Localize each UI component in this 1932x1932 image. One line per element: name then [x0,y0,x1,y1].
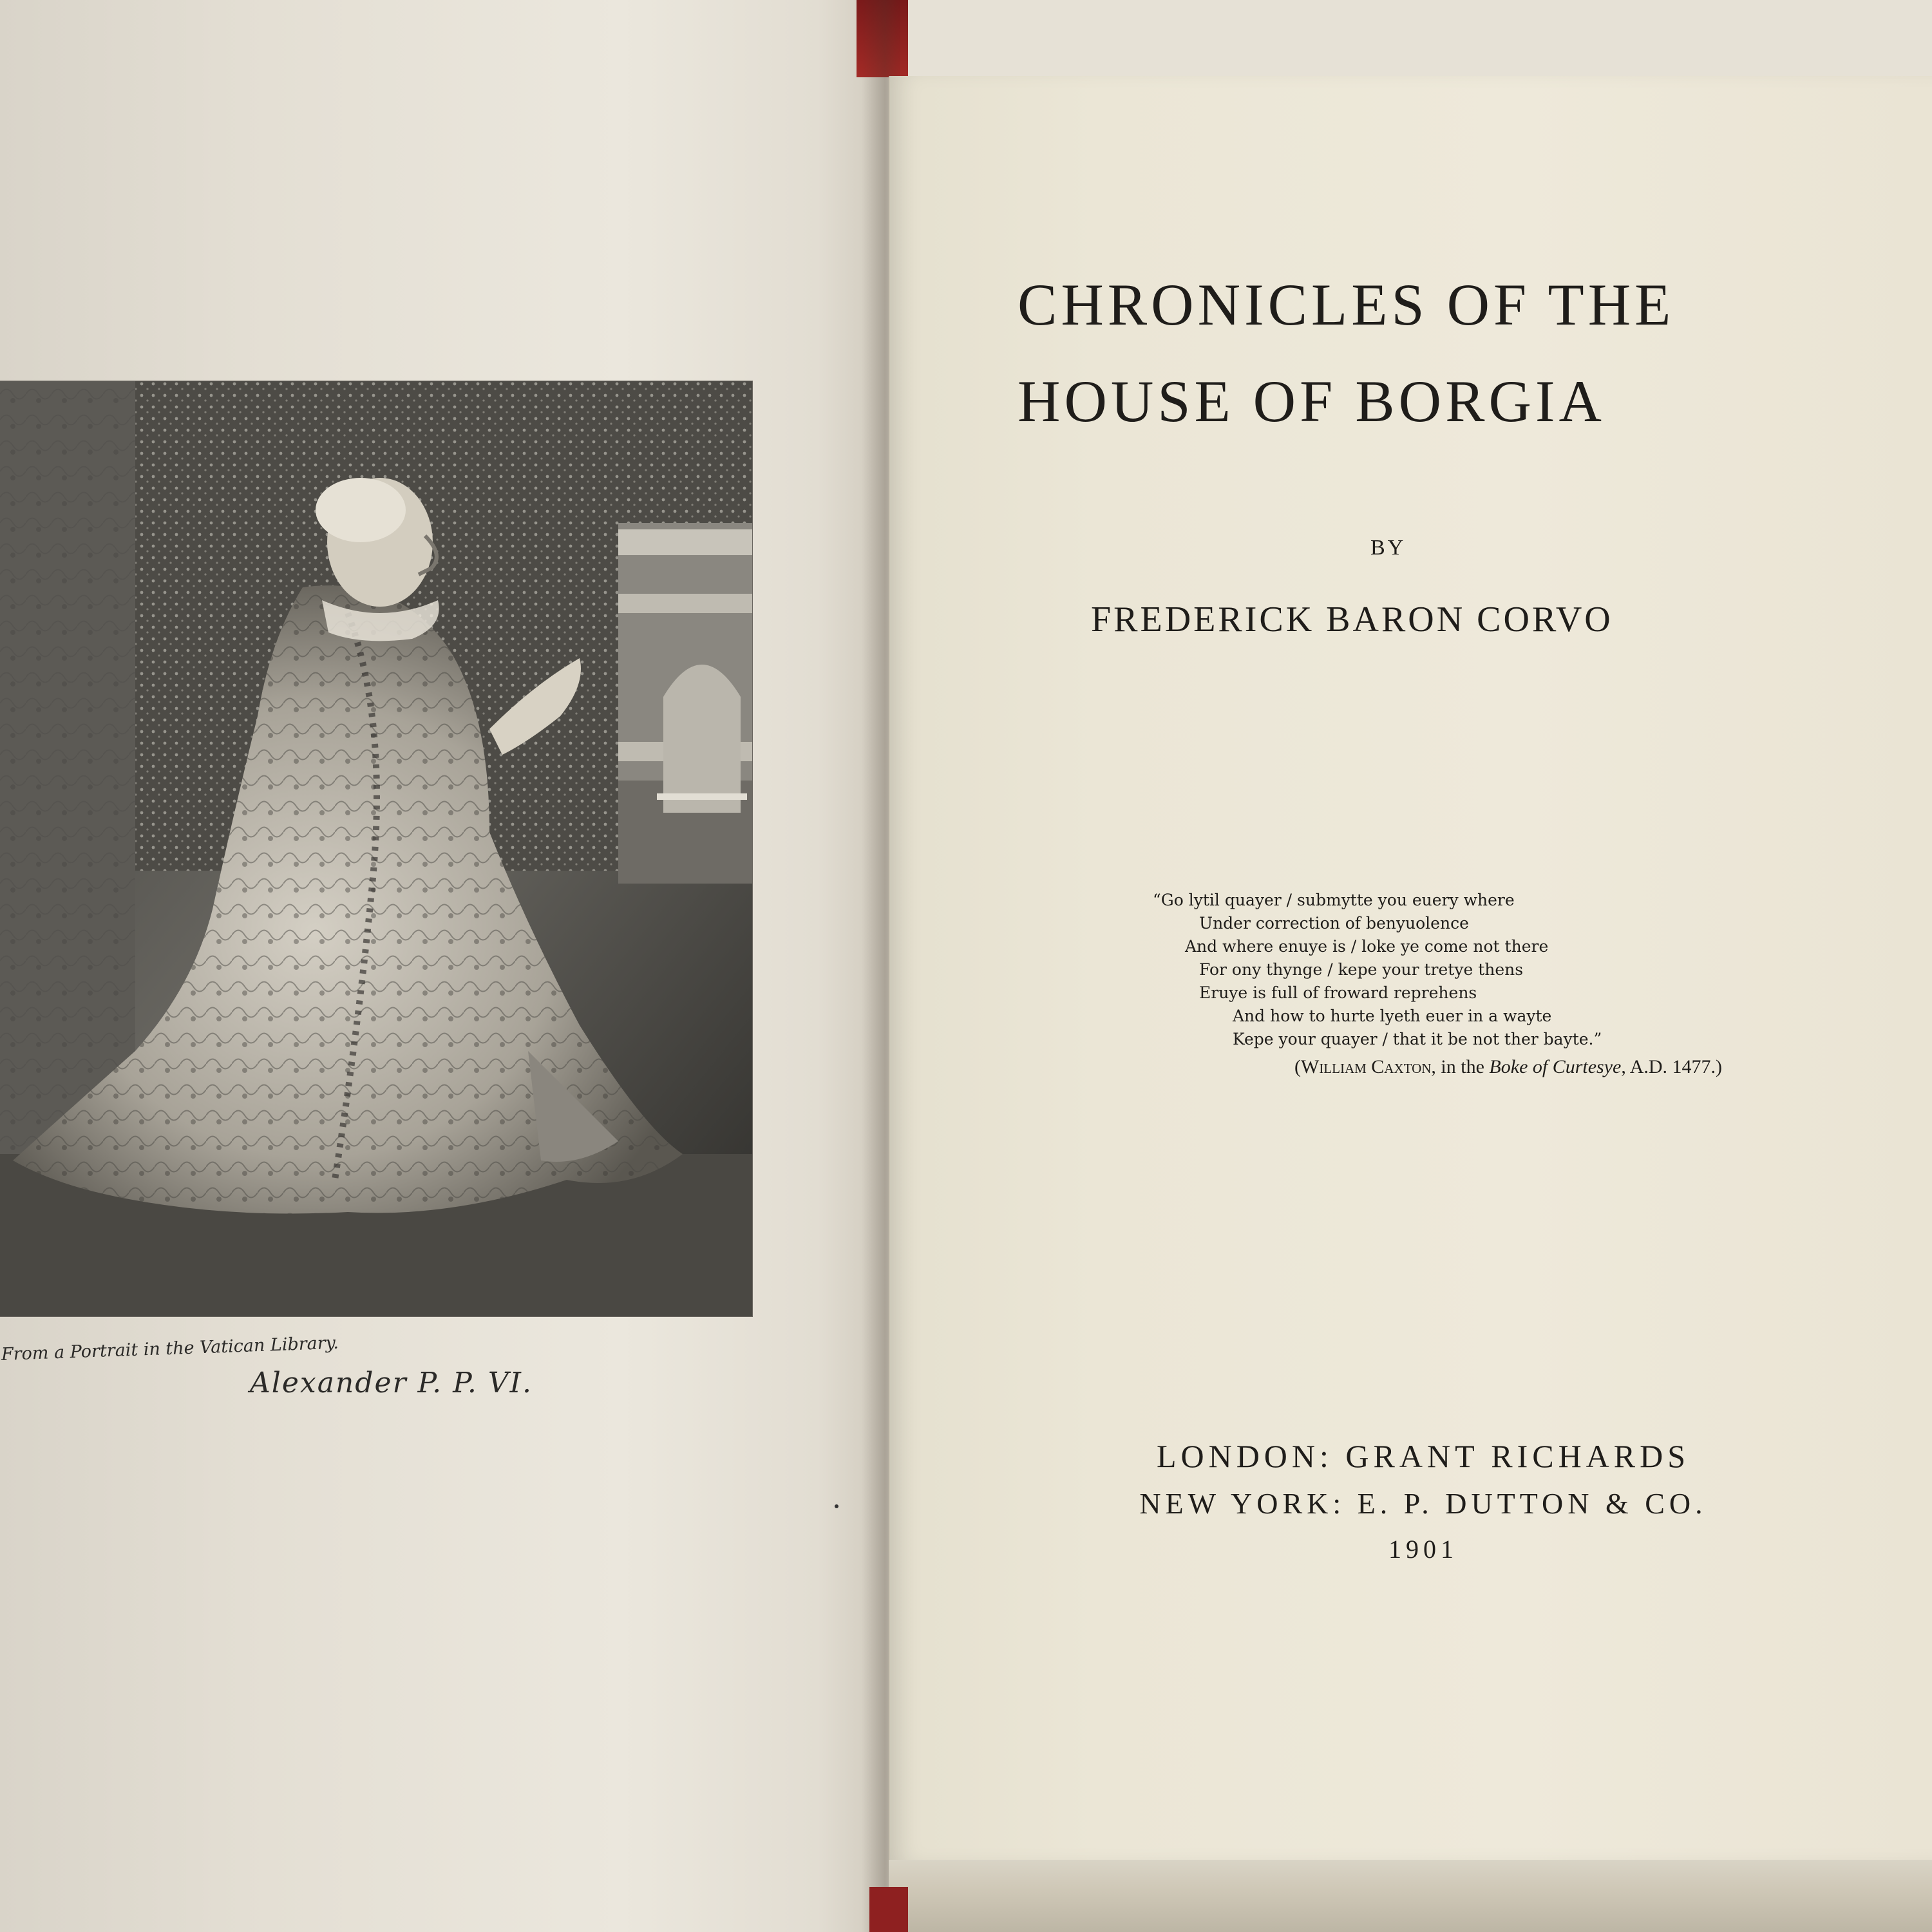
citation-mid: , in the [1431,1056,1490,1077]
epigraph-line: Eruye is full of froward reprehens [1199,983,1477,1002]
page-speck [835,1504,838,1508]
frontispiece-source-caption: From a Portrait in the Vatican Library. [1,1332,339,1365]
book-title-line-2: HOUSE OF BORGIA [1018,368,1605,434]
imprint-london: LONDON: GRANT RICHARDS [1156,1438,1690,1474]
imprint-new-york: NEW YORK: E. P. DUTTON & CO. [1139,1487,1707,1520]
epigraph-line: Under correction of benyuolence [1199,914,1469,933]
citation-date: , A.D. 1477.) [1621,1056,1723,1077]
red-cover-edge-bottom [869,1887,908,1932]
book-title-line-1: CHRONICLES OF THE [1018,272,1675,337]
citation-author: William Caxton [1301,1056,1432,1077]
epigraph-line: And how to hurte lyeth euer in a wayte [1233,1007,1552,1025]
left-page [0,0,889,1932]
frontispiece-name-caption: Alexander P. P. VI. [250,1367,533,1399]
citation-work: Boke of Curtesye [1489,1056,1622,1077]
epigraph-line: Kepe your quayer / that it be not ther bayte.” [1233,1030,1602,1048]
by-line: BY [1370,536,1406,560]
author-name: FREDERICK BARON CORVO [1091,600,1613,639]
epigraph-citation [1294,1056,1722,1078]
kneeling-pope-engraving [0,381,752,1316]
epigraph-line: “Go lytil quayer / submytte you euery where [1153,891,1515,909]
frontispiece-portrait [0,381,752,1316]
epigraph-line: For ony thynge / kepe your tretye thens [1199,960,1524,979]
citation-open: ( [1294,1056,1301,1077]
epigraph-line: And where enuye is / loke ye come not there [1185,937,1549,956]
page-edges-bottom [889,1860,1932,1932]
epigraph [1153,889,1771,1051]
imprint-year: 1901 [1388,1535,1458,1564]
